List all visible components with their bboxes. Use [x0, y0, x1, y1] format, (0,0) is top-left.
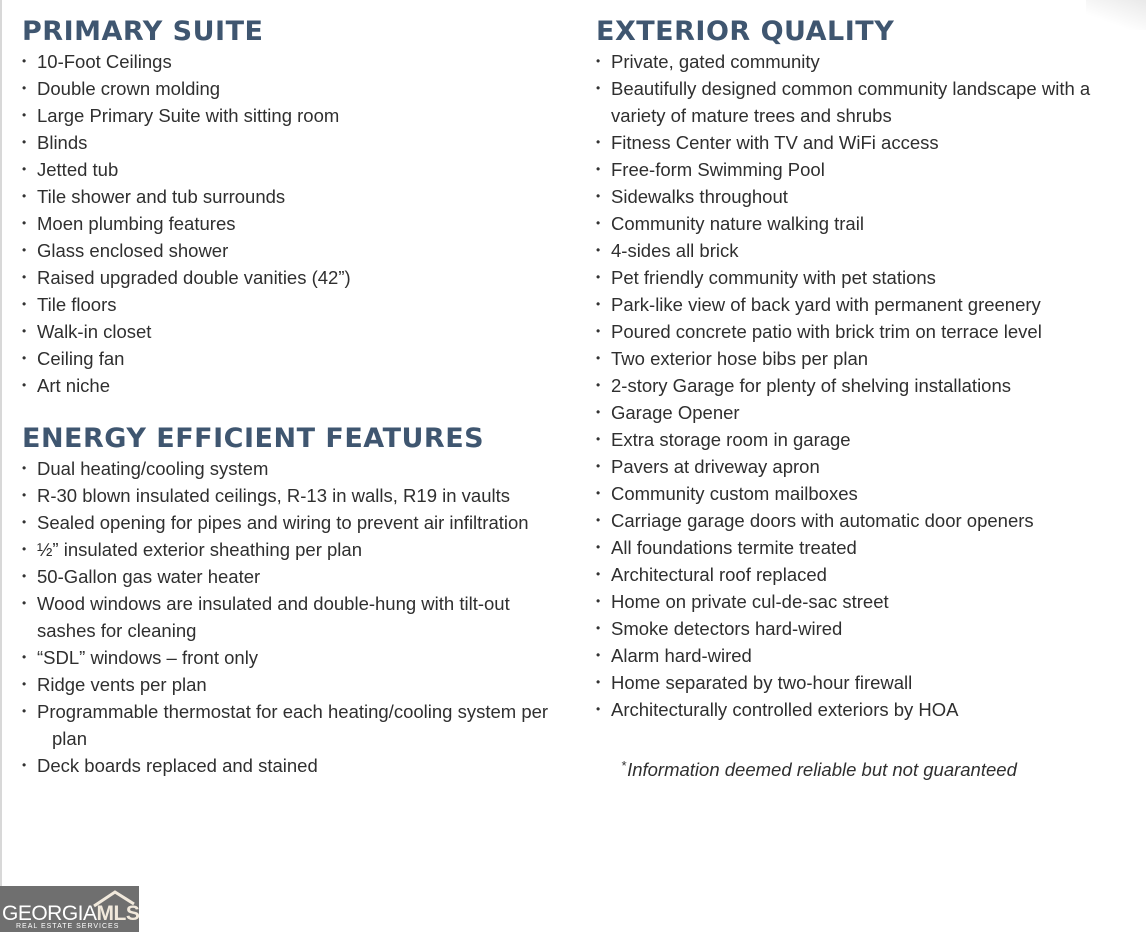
list-item: • Two exterior hose bibs per plan: [596, 345, 1116, 372]
list-item: • Home separated by two-hour firewall: [596, 669, 1116, 696]
primary-suite-list: [22, 48, 572, 399]
list-item-text: Programmable thermostat for each heating/cooling system per: [37, 701, 549, 722]
logo-tagline: REAL ESTATE SERVICES: [16, 923, 120, 930]
primary-suite-heading: PRIMARY SUITE: [22, 16, 264, 47]
list-item: • ½” insulated exterior sheathing per plan: [22, 536, 572, 563]
list-item: • Glass enclosed shower: [22, 237, 572, 264]
list-item: • R-30 blown insulated ceilings, R-13 in walls, R19 in vaults: [22, 482, 572, 509]
energy-features-heading: ENERGY EFFICIENT FEATURES: [22, 423, 485, 454]
list-item: • Fitness Center with TV and WiFi access: [596, 129, 1116, 156]
list-item: • Large Primary Suite with sitting room: [22, 102, 572, 129]
list-item: • Deck boards replaced and stained: [22, 752, 572, 779]
list-item: • Wood windows are insulated and double-hung with tilt-out sashes for cleaning: [22, 590, 512, 644]
list-item: • Park-like view of back yard with permanent greenery: [596, 291, 1116, 318]
list-item: • Smoke detectors hard-wired: [596, 615, 1116, 642]
list-item: • Ridge vents per plan: [22, 671, 572, 698]
list-item: • 4-sides all brick: [596, 237, 1116, 264]
list-item: • Sealed opening for pipes and wiring to prevent air infiltration: [22, 509, 572, 536]
list-item-continuation: plan: [52, 728, 87, 749]
list-item: • Art niche: [22, 372, 572, 399]
energy-features-list: [22, 455, 572, 779]
section-spacer: [22, 399, 572, 421]
list-item: • Dual heating/cooling system: [22, 455, 572, 482]
list-item: • Community nature walking trail: [596, 210, 1116, 237]
disclaimer-asterisk: *: [621, 758, 627, 773]
list-item: • All foundations termite treated: [596, 534, 1116, 561]
left-column: [22, 14, 572, 779]
list-item: • Garage Opener: [596, 399, 1116, 426]
logo-brand-georgia: GEORGIA: [2, 902, 97, 925]
list-item: • Pet friendly community with pet stations: [596, 264, 1116, 291]
list-item: • Tile shower and tub surrounds: [22, 183, 572, 210]
list-item: • Ceiling fan: [22, 345, 572, 372]
right-column: [596, 14, 1116, 723]
list-item: • Extra storage room in garage: [596, 426, 1116, 453]
list-item: • Community custom mailboxes: [596, 480, 1116, 507]
list-item: • Walk-in closet: [22, 318, 572, 345]
disclaimer-note: [621, 758, 1017, 781]
list-item: • Blinds: [22, 129, 572, 156]
list-item: • 50-Gallon gas water heater: [22, 563, 572, 590]
list-item: • Jetted tub: [22, 156, 572, 183]
disclaimer-text: Information deemed reliable but not guaranteed: [627, 759, 1017, 780]
list-item: • Beautifully designed common community landscape with a variety of mature trees and shrubs: [596, 75, 1096, 129]
page-left-edge: [0, 0, 2, 932]
list-item: • Pavers at driveway apron: [596, 453, 1116, 480]
list-item: • Home on private cul-de-sac street: [596, 588, 1116, 615]
list-item: • Carriage garage doors with automatic door openers: [596, 507, 1116, 534]
list-item: • Architecturally controlled exteriors by HOA: [596, 696, 1116, 723]
logo-brand-mls: MLS: [96, 902, 140, 925]
exterior-quality-list: [596, 48, 1116, 723]
list-item: • Free-form Swimming Pool: [596, 156, 1116, 183]
list-item: • 10-Foot Ceilings: [22, 48, 572, 75]
list-item: • Sidewalks throughout: [596, 183, 1116, 210]
list-item: • “SDL” windows – front only: [22, 644, 572, 671]
list-item: • Raised upgraded double vanities (42”): [22, 264, 572, 291]
georgia-mls-logo: [0, 886, 139, 932]
list-item: • Private, gated community: [596, 48, 1116, 75]
list-item: • Double crown molding: [22, 75, 572, 102]
exterior-quality-heading: EXTERIOR QUALITY: [596, 16, 895, 47]
list-item: [22, 698, 572, 752]
list-item: • Moen plumbing features: [22, 210, 572, 237]
list-item: • Poured concrete patio with brick trim on terrace level: [596, 318, 1116, 345]
list-item: • Tile floors: [22, 291, 572, 318]
list-item: • Alarm hard-wired: [596, 642, 1116, 669]
list-item: • 2-story Garage for plenty of shelving installations: [596, 372, 1116, 399]
list-item: • Architectural roof replaced: [596, 561, 1116, 588]
